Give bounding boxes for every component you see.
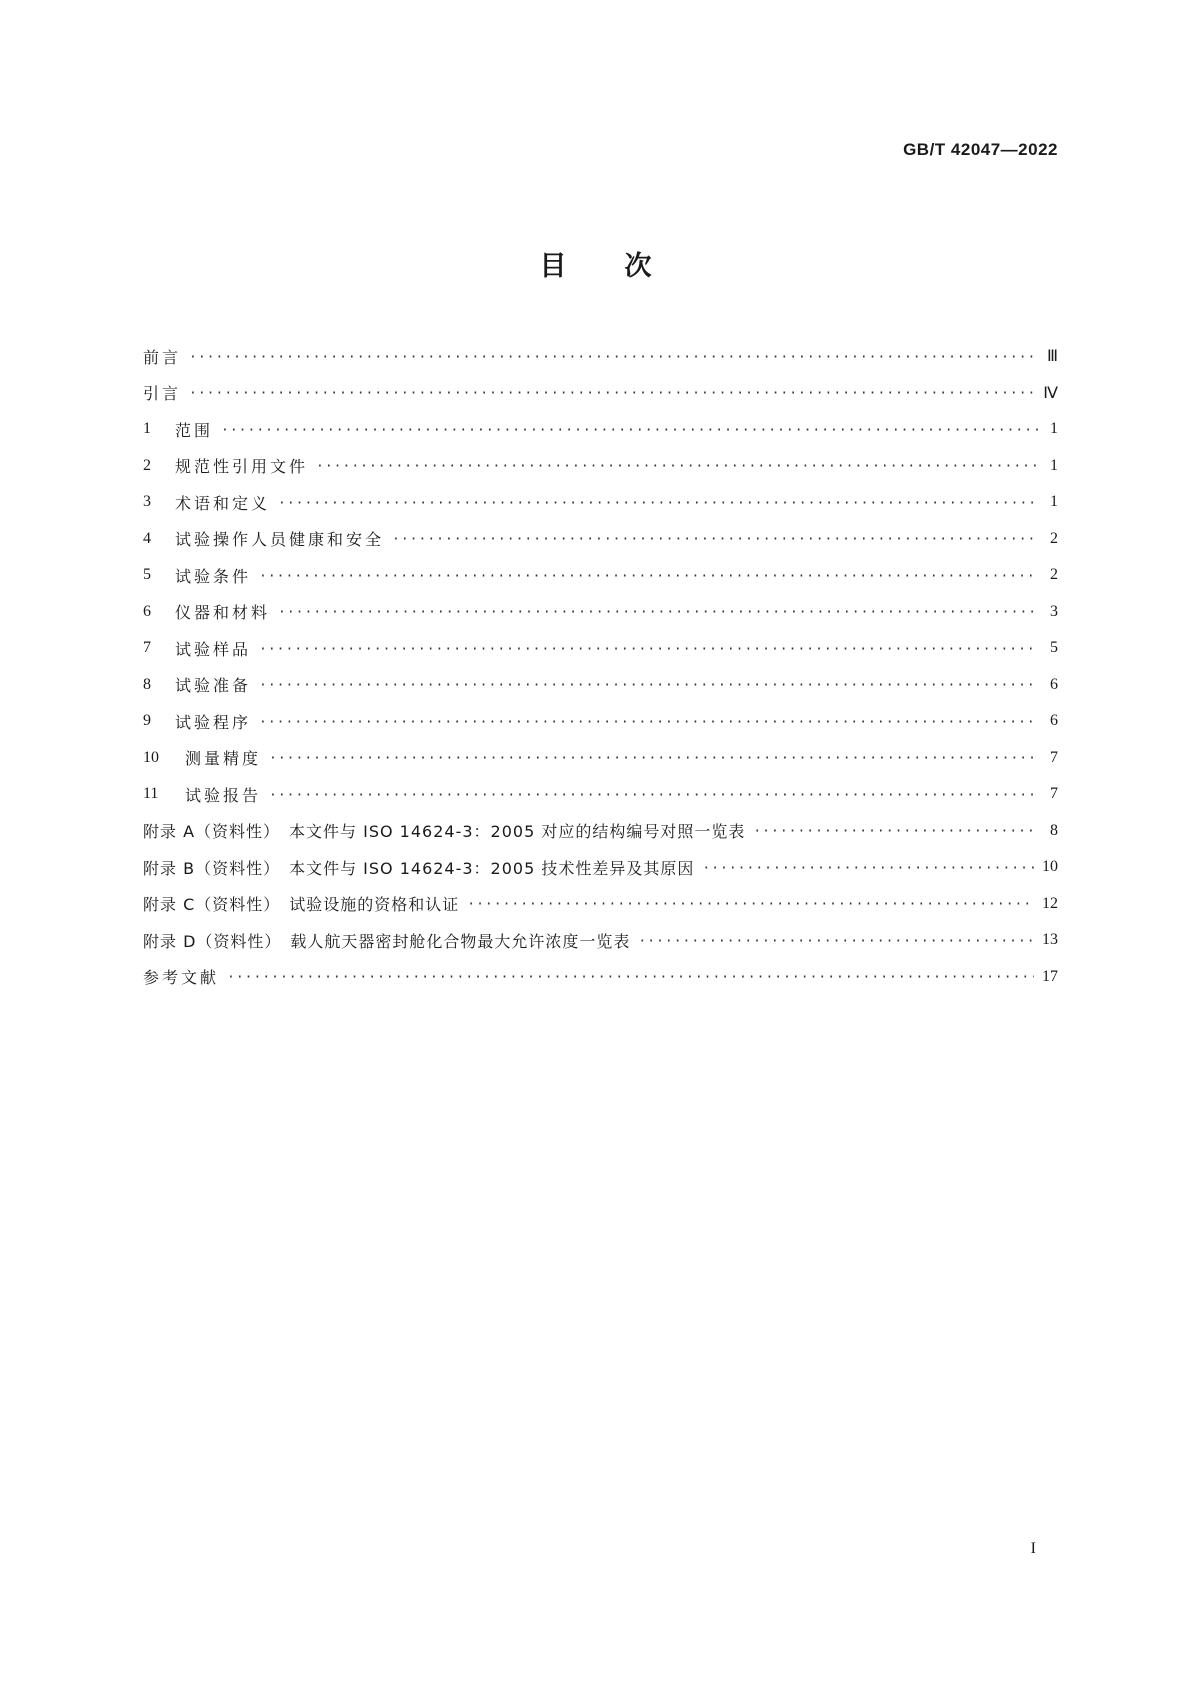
toc-leader-dots xyxy=(638,934,1034,949)
toc-entry-page: 6 xyxy=(1050,712,1058,730)
toc-entry-number: 3 xyxy=(143,493,151,511)
toc-entry-label: 试验样品 xyxy=(175,639,252,659)
toc-entry-number: 2 xyxy=(143,456,151,474)
toc-entry-label: 规范性引用文件 xyxy=(175,457,309,477)
toc-entry-page: 1 xyxy=(1050,493,1058,511)
toc-entry-page: 2 xyxy=(1050,566,1058,584)
toc-leader-dots xyxy=(221,423,1038,438)
toc-entry-label: 附录 D（资料性） 载人航天器密封舱化合物最大允许浓度一览表 xyxy=(143,931,631,951)
toc-entry-annex-d[interactable] xyxy=(143,922,1058,959)
toc-entry-page: 1 xyxy=(1050,420,1058,438)
toc-entry-label: 引言 xyxy=(143,384,182,404)
toc-entry-section-3[interactable] xyxy=(143,484,1058,521)
toc-entry-number: 7 xyxy=(143,639,151,657)
toc-entry-page: 17 xyxy=(1042,967,1058,985)
toc-entry-label: 附录 B（资料性） 本文件与 ISO 14624-3：2005 技术性差异及其原因 xyxy=(143,858,695,878)
toc-entry-page: 7 xyxy=(1050,785,1058,803)
toc-entry-label: 参考文献 xyxy=(143,968,220,988)
toc-entry-number: 9 xyxy=(143,712,151,730)
toc-entry-number: 8 xyxy=(143,675,151,693)
toc-entry-bibliography[interactable] xyxy=(143,959,1058,996)
toc-leader-dots xyxy=(259,642,1038,657)
toc-leader-dots xyxy=(189,386,1035,401)
toc-entry-section-7[interactable] xyxy=(143,630,1058,667)
toc-entry-number: 10 xyxy=(143,748,159,766)
toc-entry-label: 试验操作人员健康和安全 xyxy=(175,530,385,550)
toc-entry-label: 测量精度 xyxy=(185,749,262,769)
toc-entry-page: 13 xyxy=(1042,931,1058,949)
toc-leader-dots xyxy=(278,496,1038,511)
toc-entry-section-5[interactable] xyxy=(143,557,1058,594)
toc-leader-dots xyxy=(753,824,1038,839)
table-of-contents xyxy=(143,338,1058,995)
toc-entry-label: 试验条件 xyxy=(175,566,252,586)
toc-entry-number: 11 xyxy=(143,785,159,803)
toc-entry-section-11[interactable] xyxy=(143,776,1058,813)
toc-entry-page: 8 xyxy=(1050,821,1058,839)
toc-entry-page: Ⅲ xyxy=(1046,348,1058,366)
toc-entry-page: 2 xyxy=(1050,529,1058,547)
toc-entry-section-8[interactable] xyxy=(143,667,1058,704)
toc-leader-dots xyxy=(269,788,1038,803)
toc-entry-annex-a[interactable] xyxy=(143,813,1058,850)
toc-entry-number: 6 xyxy=(143,602,151,620)
toc-entry-section-2[interactable] xyxy=(143,448,1058,485)
toc-leader-dots xyxy=(259,678,1038,693)
page-number: I xyxy=(1030,1540,1036,1557)
toc-entry-label: 试验程序 xyxy=(175,712,252,732)
toc-leader-dots xyxy=(269,751,1038,766)
toc-entry-annex-b[interactable] xyxy=(143,849,1058,886)
toc-entry-section-10[interactable] xyxy=(143,740,1058,777)
toc-leader-dots xyxy=(392,532,1038,547)
toc-leader-dots xyxy=(259,715,1038,730)
toc-entry-label: 附录 C（资料性） 试验设施的资格和认证 xyxy=(143,895,460,915)
toc-entry-page: 1 xyxy=(1050,456,1058,474)
toc-entry-foreword[interactable] xyxy=(143,338,1058,375)
toc-entry-section-9[interactable] xyxy=(143,703,1058,740)
toc-leader-dots xyxy=(702,861,1034,876)
toc-entry-page: 5 xyxy=(1050,639,1058,657)
toc-entry-label: 仪器和材料 xyxy=(175,603,271,623)
toc-entry-label: 范围 xyxy=(175,420,214,440)
document-code: GB/T 42047—2022 xyxy=(903,140,1058,159)
toc-entry-section-4[interactable] xyxy=(143,521,1058,558)
toc-leader-dots xyxy=(227,970,1034,985)
toc-entry-label: 前言 xyxy=(143,347,182,367)
toc-entry-page: 6 xyxy=(1050,675,1058,693)
toc-entry-page: 12 xyxy=(1042,894,1058,912)
toc-entry-page: 3 xyxy=(1050,602,1058,620)
toc-entry-number: 4 xyxy=(143,529,151,547)
toc-entry-label: 试验报告 xyxy=(185,785,262,805)
page-title: 目次 xyxy=(539,251,710,282)
toc-entry-section-1[interactable] xyxy=(143,411,1058,448)
toc-leader-dots xyxy=(189,350,1038,365)
toc-leader-dots xyxy=(467,897,1034,912)
toc-entry-introduction[interactable] xyxy=(143,375,1058,412)
toc-entry-label: 附录 A（资料性） 本文件与 ISO 14624-3：2005 对应的结构编号对照一览表 xyxy=(143,822,746,842)
toc-entry-number: 5 xyxy=(143,566,151,584)
toc-leader-dots xyxy=(316,459,1038,474)
toc-leader-dots xyxy=(259,569,1038,584)
toc-entry-page: Ⅳ xyxy=(1043,384,1058,402)
toc-entry-page: 10 xyxy=(1042,858,1058,876)
toc-leader-dots xyxy=(278,605,1038,620)
toc-entry-number: 1 xyxy=(143,420,151,438)
toc-entry-page: 7 xyxy=(1050,748,1058,766)
toc-entry-label: 术语和定义 xyxy=(175,493,271,513)
toc-entry-label: 试验准备 xyxy=(175,676,252,696)
toc-entry-section-6[interactable] xyxy=(143,594,1058,631)
toc-entry-annex-c[interactable] xyxy=(143,886,1058,923)
